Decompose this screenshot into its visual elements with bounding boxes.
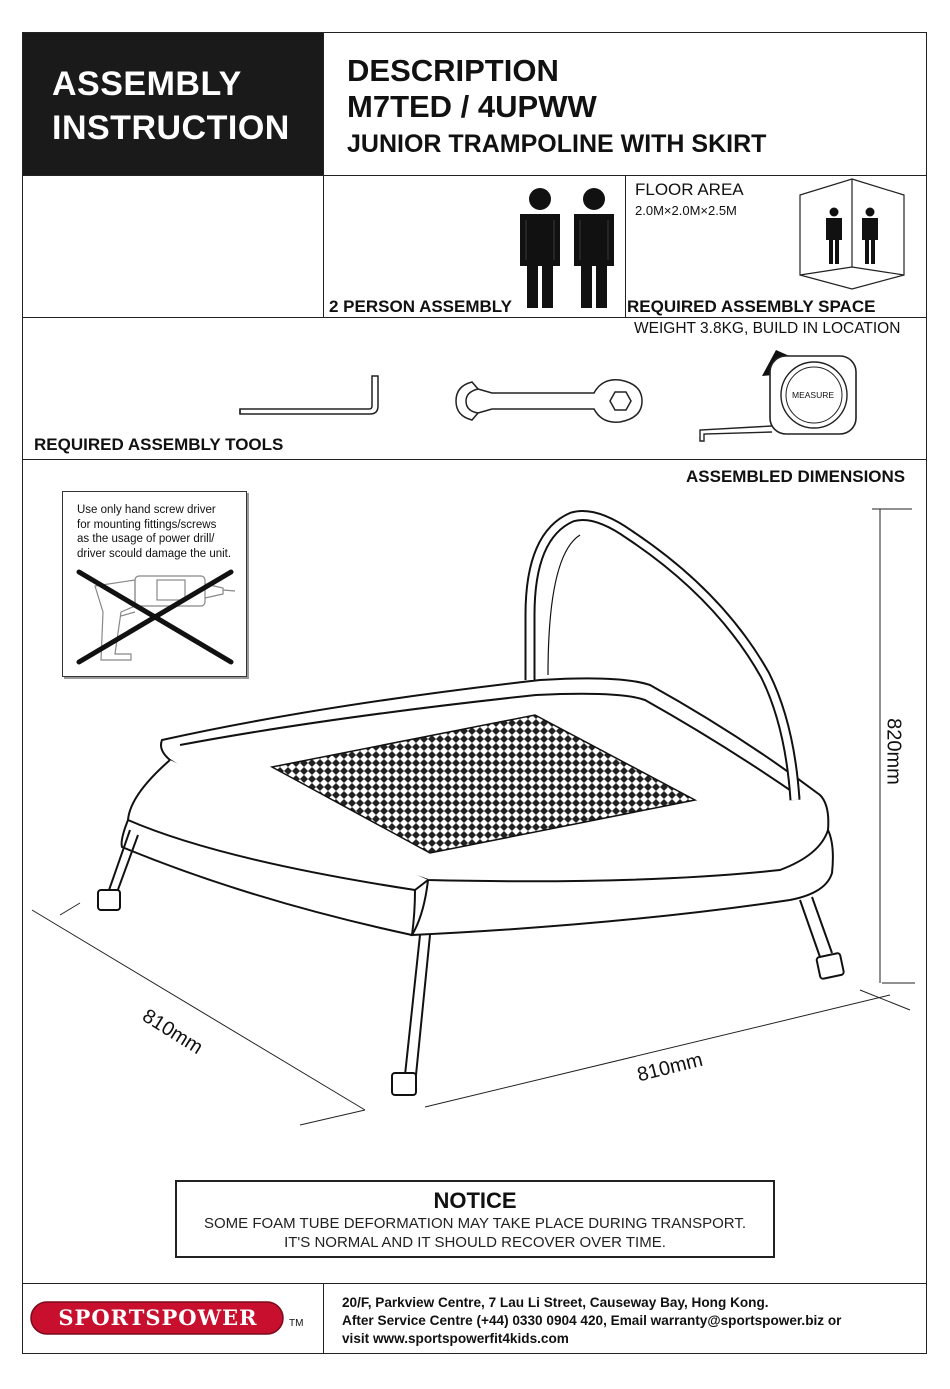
measure-text: MEASURE bbox=[792, 390, 835, 400]
divider bbox=[22, 175, 927, 176]
product-name: JUNIOR TRAMPOLINE WITH SKIRT bbox=[347, 130, 767, 158]
title-block bbox=[23, 33, 323, 175]
dimensions-label: ASSEMBLED DIMENSIONS bbox=[686, 467, 906, 486]
divider bbox=[22, 1283, 927, 1284]
divider bbox=[323, 1283, 324, 1354]
assembly-space-label: REQUIRED ASSEMBLY SPACE bbox=[627, 297, 876, 316]
divider bbox=[323, 32, 324, 317]
floor-area-value: 2.0M×2.0M×2.5M bbox=[635, 203, 737, 218]
persons-label: 2 PERSON ASSEMBLY bbox=[329, 297, 512, 316]
warning-line: as the usage of power drill/ bbox=[77, 533, 215, 545]
wrench-icon bbox=[452, 376, 646, 426]
width-dimension: 810mm bbox=[635, 1048, 706, 1087]
notice-line-2: IT'S NORMAL AND IT SHOULD RECOVER OVER TIME. bbox=[284, 1234, 666, 1251]
notice-line-1: SOME FOAM TUBE DEFORMATION MAY TAKE PLACE DURING TRANSPORT. bbox=[203, 1215, 747, 1232]
description-label: DESCRIPTION bbox=[347, 53, 559, 88]
two-person-icon bbox=[512, 186, 622, 310]
trademark: TM bbox=[289, 1318, 304, 1329]
divider bbox=[22, 317, 927, 318]
height-dimension: 820mm bbox=[882, 718, 905, 785]
contact-address bbox=[342, 1294, 932, 1348]
brand-name: SPORTSPOWER bbox=[58, 1305, 258, 1330]
model-number: M7TED / 4UPWW bbox=[347, 89, 597, 124]
trampoline-illustration bbox=[20, 495, 935, 1135]
warning-line: Use only hand screw driver bbox=[77, 504, 216, 516]
website-line: visit www.sportspowerfit4kids.com bbox=[342, 1331, 569, 1346]
tape-measure-icon bbox=[696, 346, 860, 446]
weight-note: WEIGHT 3.8KG, BUILD IN LOCATION bbox=[634, 320, 901, 337]
allen-key-icon bbox=[236, 372, 382, 428]
depth-dimension: 810mm bbox=[138, 1005, 207, 1060]
room-space-icon bbox=[796, 177, 908, 291]
notice-title: NOTICE bbox=[433, 1188, 517, 1213]
divider bbox=[625, 175, 626, 317]
tools-label: REQUIRED ASSEMBLY TOOLS bbox=[34, 435, 284, 454]
service-line: After Service Centre (+44) 0330 0904 420, Email warranty@sportspower.biz or bbox=[342, 1313, 842, 1328]
floor-area-label: FLOOR AREA bbox=[635, 180, 744, 199]
title-line-2: INSTRUCTION bbox=[52, 109, 290, 147]
divider bbox=[22, 459, 927, 460]
address-line: 20/F, Parkview Centre, 7 Lau Li Street, Causeway Bay, Hong Kong. bbox=[342, 1295, 769, 1310]
warning-line: driver scould damage the unit. bbox=[77, 547, 232, 560]
notice-box bbox=[175, 1180, 775, 1258]
warning-line: for mounting fittings/screws bbox=[77, 518, 217, 531]
sportspower-logo bbox=[30, 1300, 310, 1336]
title-line-1: ASSEMBLY bbox=[52, 65, 242, 103]
